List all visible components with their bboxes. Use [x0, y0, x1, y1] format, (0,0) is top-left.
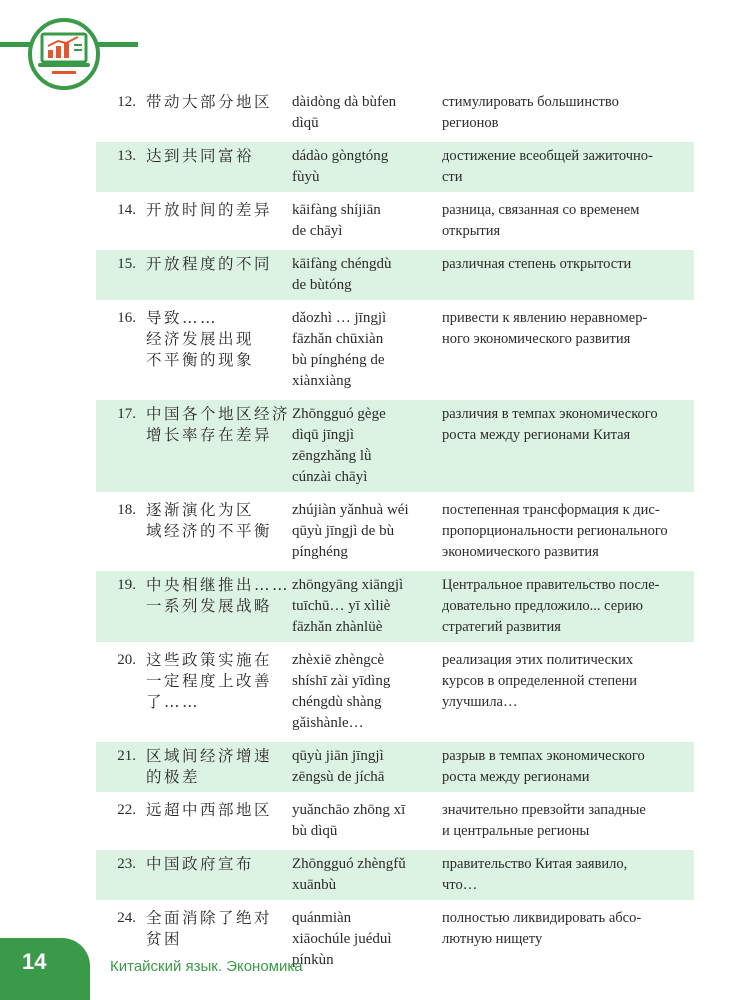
pinyin-transcription: quánmiàn xiāochúle juéduì pínkùn — [292, 910, 392, 968]
vocab-row — [96, 250, 694, 300]
vocab-row — [96, 88, 694, 138]
vocab-number: 24. — [117, 910, 136, 926]
vocab-row — [96, 142, 694, 192]
pinyin-transcription: yuǎnchāo zhōng xī bù dìqū — [292, 802, 406, 839]
russian-translation: разница, связанная со временем открытия — [442, 202, 640, 239]
pinyin-transcription: Zhōngguó zhèngfǔ xuānbù — [292, 856, 406, 893]
russian-translation: различия в темпах экономического роста между регионами Китая — [442, 406, 658, 443]
russian-translation: различная степень открытости — [442, 256, 632, 272]
vocab-row — [96, 742, 694, 792]
vocab-row — [96, 850, 694, 900]
russian-translation: постепенная трансформация к дис- пропорциональности регионального экономического развития — [442, 502, 668, 560]
chinese-term: 带动大部分地区 — [146, 93, 273, 111]
pinyin-transcription: Zhōngguó gège dìqū jīngjì zēngzhǎng lǜ cúnzài chāyì — [292, 406, 386, 485]
vocab-number: 15. — [117, 256, 136, 272]
chinese-term: 全面消除了绝对 贫困 — [146, 909, 273, 948]
chinese-term: 开放程度的不同 — [146, 255, 273, 273]
vocab-number: 22. — [117, 802, 136, 818]
vocab-row — [96, 571, 694, 642]
vocab-row — [96, 196, 694, 246]
chinese-term: 区域间经济增速 的极差 — [146, 747, 273, 786]
vocab-number: 17. — [117, 406, 136, 422]
pinyin-transcription: dádào gòngtóng fùyù — [292, 148, 389, 185]
vocab-row — [96, 796, 694, 846]
chinese-term: 开放时间的差异 — [146, 201, 273, 219]
russian-translation: привести к явлению неравномер- ного экономического развития — [442, 310, 648, 347]
vocab-number: 12. — [117, 94, 136, 110]
russian-translation: Центральное правительство после- довательно предложило... серию стратегий развития — [442, 577, 660, 635]
vocab-number: 14. — [117, 202, 136, 218]
book-title: Китайский язык. Экономика — [110, 958, 303, 975]
chinese-term: 中国政府宣布 — [146, 855, 255, 873]
vocab-row — [96, 646, 694, 738]
vocabulary-table — [96, 88, 694, 979]
chinese-term: 中央相继推出…… 一系列发展战略 — [146, 576, 291, 615]
chinese-term: 这些政策实施在 一定程度上改善 了…… — [146, 651, 273, 711]
pinyin-transcription: kāifàng chéngdù de bùtóng — [292, 256, 392, 293]
page-number: 14 — [22, 949, 47, 974]
pinyin-transcription: dǎozhì … jīngjì fāzhǎn chūxiàn bù pínghéng de xiànxiàng — [292, 310, 387, 389]
russian-translation: полностью ликвидировать абсо- лютную нищету — [442, 910, 642, 947]
vocab-number: 21. — [117, 748, 136, 764]
russian-translation: стимулировать большинство регионов — [442, 94, 619, 131]
russian-translation: значительно превзойти западные и центральные регионы — [442, 802, 646, 839]
russian-translation: правительство Китая заявило, что… — [442, 856, 628, 893]
russian-translation: реализация этих политических курсов в определенной степени улучшила… — [442, 652, 638, 710]
pinyin-transcription: zhèxiē zhèngcè shíshī zài yīdìng chéngdù shàng gǎishànle… — [292, 652, 391, 731]
laptop-chart-icon — [28, 18, 100, 90]
chinese-term: 远超中西部地区 — [146, 801, 273, 819]
pinyin-transcription: zhōngyāng xiāngjì tuīchū… yī xìliè fāzhǎn zhànlüè — [292, 577, 404, 635]
chinese-term: 达到共同富裕 — [146, 147, 255, 165]
vocab-number: 13. — [117, 148, 136, 164]
pinyin-transcription: dàidòng dà bùfen dìqū — [292, 94, 397, 131]
pinyin-transcription: zhújiàn yǎnhuà wéi qūyù jīngjì de bù pínghéng — [292, 502, 409, 560]
vocab-row — [96, 400, 694, 492]
chinese-term: 中国各个地区经济 增长率存在差异 — [146, 405, 291, 444]
vocab-number: 23. — [117, 856, 136, 872]
vocab-row — [96, 496, 694, 567]
chinese-term: 逐渐演化为区 域经济的不平衡 — [146, 501, 273, 540]
vocab-number: 16. — [117, 310, 136, 326]
pinyin-transcription: qūyù jiān jīngjì zēngsù de jíchā — [292, 748, 385, 785]
chinese-term: 导致…… 经济发展出现 不平衡的现象 — [146, 309, 255, 369]
pinyin-transcription: kāifàng shíjiān de chāyì — [292, 202, 381, 239]
russian-translation: достижение всеобщей зажиточно- сти — [442, 148, 653, 185]
russian-translation: разрыв в темпах экономического роста между регионами — [442, 748, 645, 785]
vocab-number: 19. — [117, 577, 136, 593]
vocab-number: 20. — [117, 652, 136, 668]
vocab-row — [96, 304, 694, 396]
vocab-number: 18. — [117, 502, 136, 518]
